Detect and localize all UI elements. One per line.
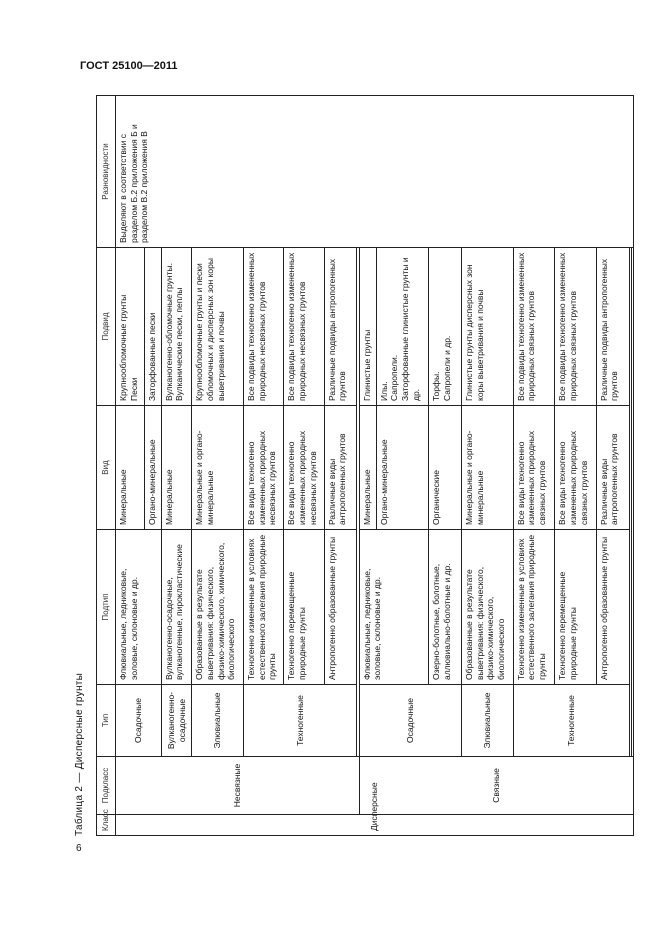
subtype-cell: Образованные в результате выветривания: физического, физико-химического, биологического — [461, 530, 513, 685]
spacer-cell — [631, 248, 633, 757]
class-cell: Дисперсные — [116, 815, 634, 836]
subtype-cell: Техногенно измененные в условиях естественного залегания природные грунты — [513, 530, 555, 685]
subkind-cell: Глинистые грунты дисперсных зон коры выветривания и почвы — [461, 248, 513, 406]
type-cell: Техногенные — [513, 685, 629, 757]
col-header-subtype: Подтип — [97, 530, 116, 685]
subtype-cell: Техногенно измененные в условиях естественного залегания природные грунты — [244, 530, 284, 685]
varieties-cell: Выделяют в соответствии с разделом Б.2 приложения Б и разделом В.2 приложения В — [116, 96, 634, 248]
col-header-varieties: Разновидности — [97, 96, 116, 248]
subkind-cell: Различные подвиды антропогенных грунтов — [324, 248, 357, 406]
kind-cell: Различные виды антропогенных грунтов — [596, 406, 629, 530]
kind-cell: Все виды техногенно измененных природных связных грунтов — [513, 406, 555, 530]
subkind-cell: Крупнообломочные грунты Пески — [116, 248, 145, 406]
subtype-cell: Антропогенно образованные грунты — [324, 530, 357, 685]
type-cell: Техногенные — [244, 685, 357, 757]
kind-cell: Минеральные и органо-минеральные — [461, 406, 513, 530]
subkind-cell: Илы. Сапропели. Заторфованные глинистые грунты и др. — [376, 248, 428, 406]
table-caption: Таблица 2 — Дисперсные грунты — [74, 672, 85, 836]
dispersed-soils-table — [96, 95, 634, 836]
kind-cell: Все виды техногенно измененных природных несвязных грунтов — [244, 406, 284, 530]
kind-cell: Все виды техногенно измененных природных несвязных грунтов — [284, 406, 324, 530]
subtype-cell: Техногенно перемещенные природные грунты — [284, 530, 324, 685]
kind-cell: Минеральные и органо-минеральные — [192, 406, 244, 530]
subtype-cell: Озерно-болотные, болотные, аллювиально-болотные и др. — [429, 530, 462, 685]
col-header-subclass: Подкласс — [97, 757, 116, 815]
subclass-cohesive-cell: Связные — [359, 757, 633, 815]
kind-cell: Минеральные — [359, 406, 376, 530]
kind-cell: Органо-минеральные — [144, 406, 161, 530]
subkind-cell: Глинистые грунты — [359, 248, 376, 406]
subkind-cell: Крупнообломочные грунты и пески обломочных и дисперсных зон коры выветривания и почвы — [192, 248, 244, 406]
subkind-cell: Все подвиды техногенно измененных природных несвязных грунтов — [284, 248, 324, 406]
kind-cell: Минеральные — [116, 406, 145, 530]
subtype-cell: Образованные в результате выветривания: физического, физико-химического, химического, биологического — [192, 530, 244, 685]
kind-cell: Различные виды антропогенных грунтов — [324, 406, 357, 530]
subtype-cell: Флювиальные, ледниковые, эоловые, склоновые и др. — [116, 530, 162, 685]
col-header-subkind: Подвид — [97, 248, 116, 406]
subkind-cell: Торфы. Сапропели и др. — [429, 248, 462, 406]
subkind-cell: Различные подвиды антропогенных грунтов — [596, 248, 629, 406]
kind-cell: Органические — [429, 406, 462, 530]
subtype-cell: Техногенно перемещенные природные грунты — [555, 530, 597, 685]
rotated-table-container — [74, 96, 634, 836]
subtype-cell: Антропогенно образованные грунты — [596, 530, 629, 685]
kind-cell: Минеральные — [161, 406, 192, 530]
table-row — [116, 96, 145, 836]
subclass-loose-cell: Несвязные — [116, 757, 360, 815]
type-cell: Элювиальные — [461, 685, 513, 757]
subkind-cell: Все подвиды техногенно измененных природных связных грунтов — [555, 248, 597, 406]
subtype-cell: Вулканогенно-осадочные, вулканогенные, пирокластические — [161, 530, 192, 685]
kind-cell: Органо-минеральные — [376, 406, 428, 530]
table-header-row — [97, 96, 116, 836]
col-header-type: Тип — [97, 685, 116, 757]
subkind-cell: Заторфованные пески — [144, 248, 161, 406]
col-header-class: Класс — [97, 815, 116, 836]
type-cell: Осадочные — [359, 685, 461, 757]
type-cell: Осадочные — [116, 685, 162, 757]
col-header-kind: Вид — [97, 406, 116, 530]
document-header: ГОСТ 25100—2011 — [80, 60, 178, 72]
subtype-cell: Флювиальные, ледниковые, эоловые, склоновые и др. — [359, 530, 428, 685]
subkind-cell: Вулканогенно-обломочные грунты. Вулканические пески, пеплы — [161, 248, 192, 406]
subkind-cell: Все подвиды техногенно измененных природных связных грунтов — [513, 248, 555, 406]
kind-cell: Все виды техногенно измененных природных связных грунтов — [555, 406, 597, 530]
page-number: 6 — [76, 843, 82, 854]
subkind-cell: Все подвиды техногенно измененных природных несвязных грунтов — [244, 248, 284, 406]
type-cell: Вулканогенно-осадочные — [161, 685, 192, 757]
type-cell: Элювиальные — [192, 685, 244, 757]
